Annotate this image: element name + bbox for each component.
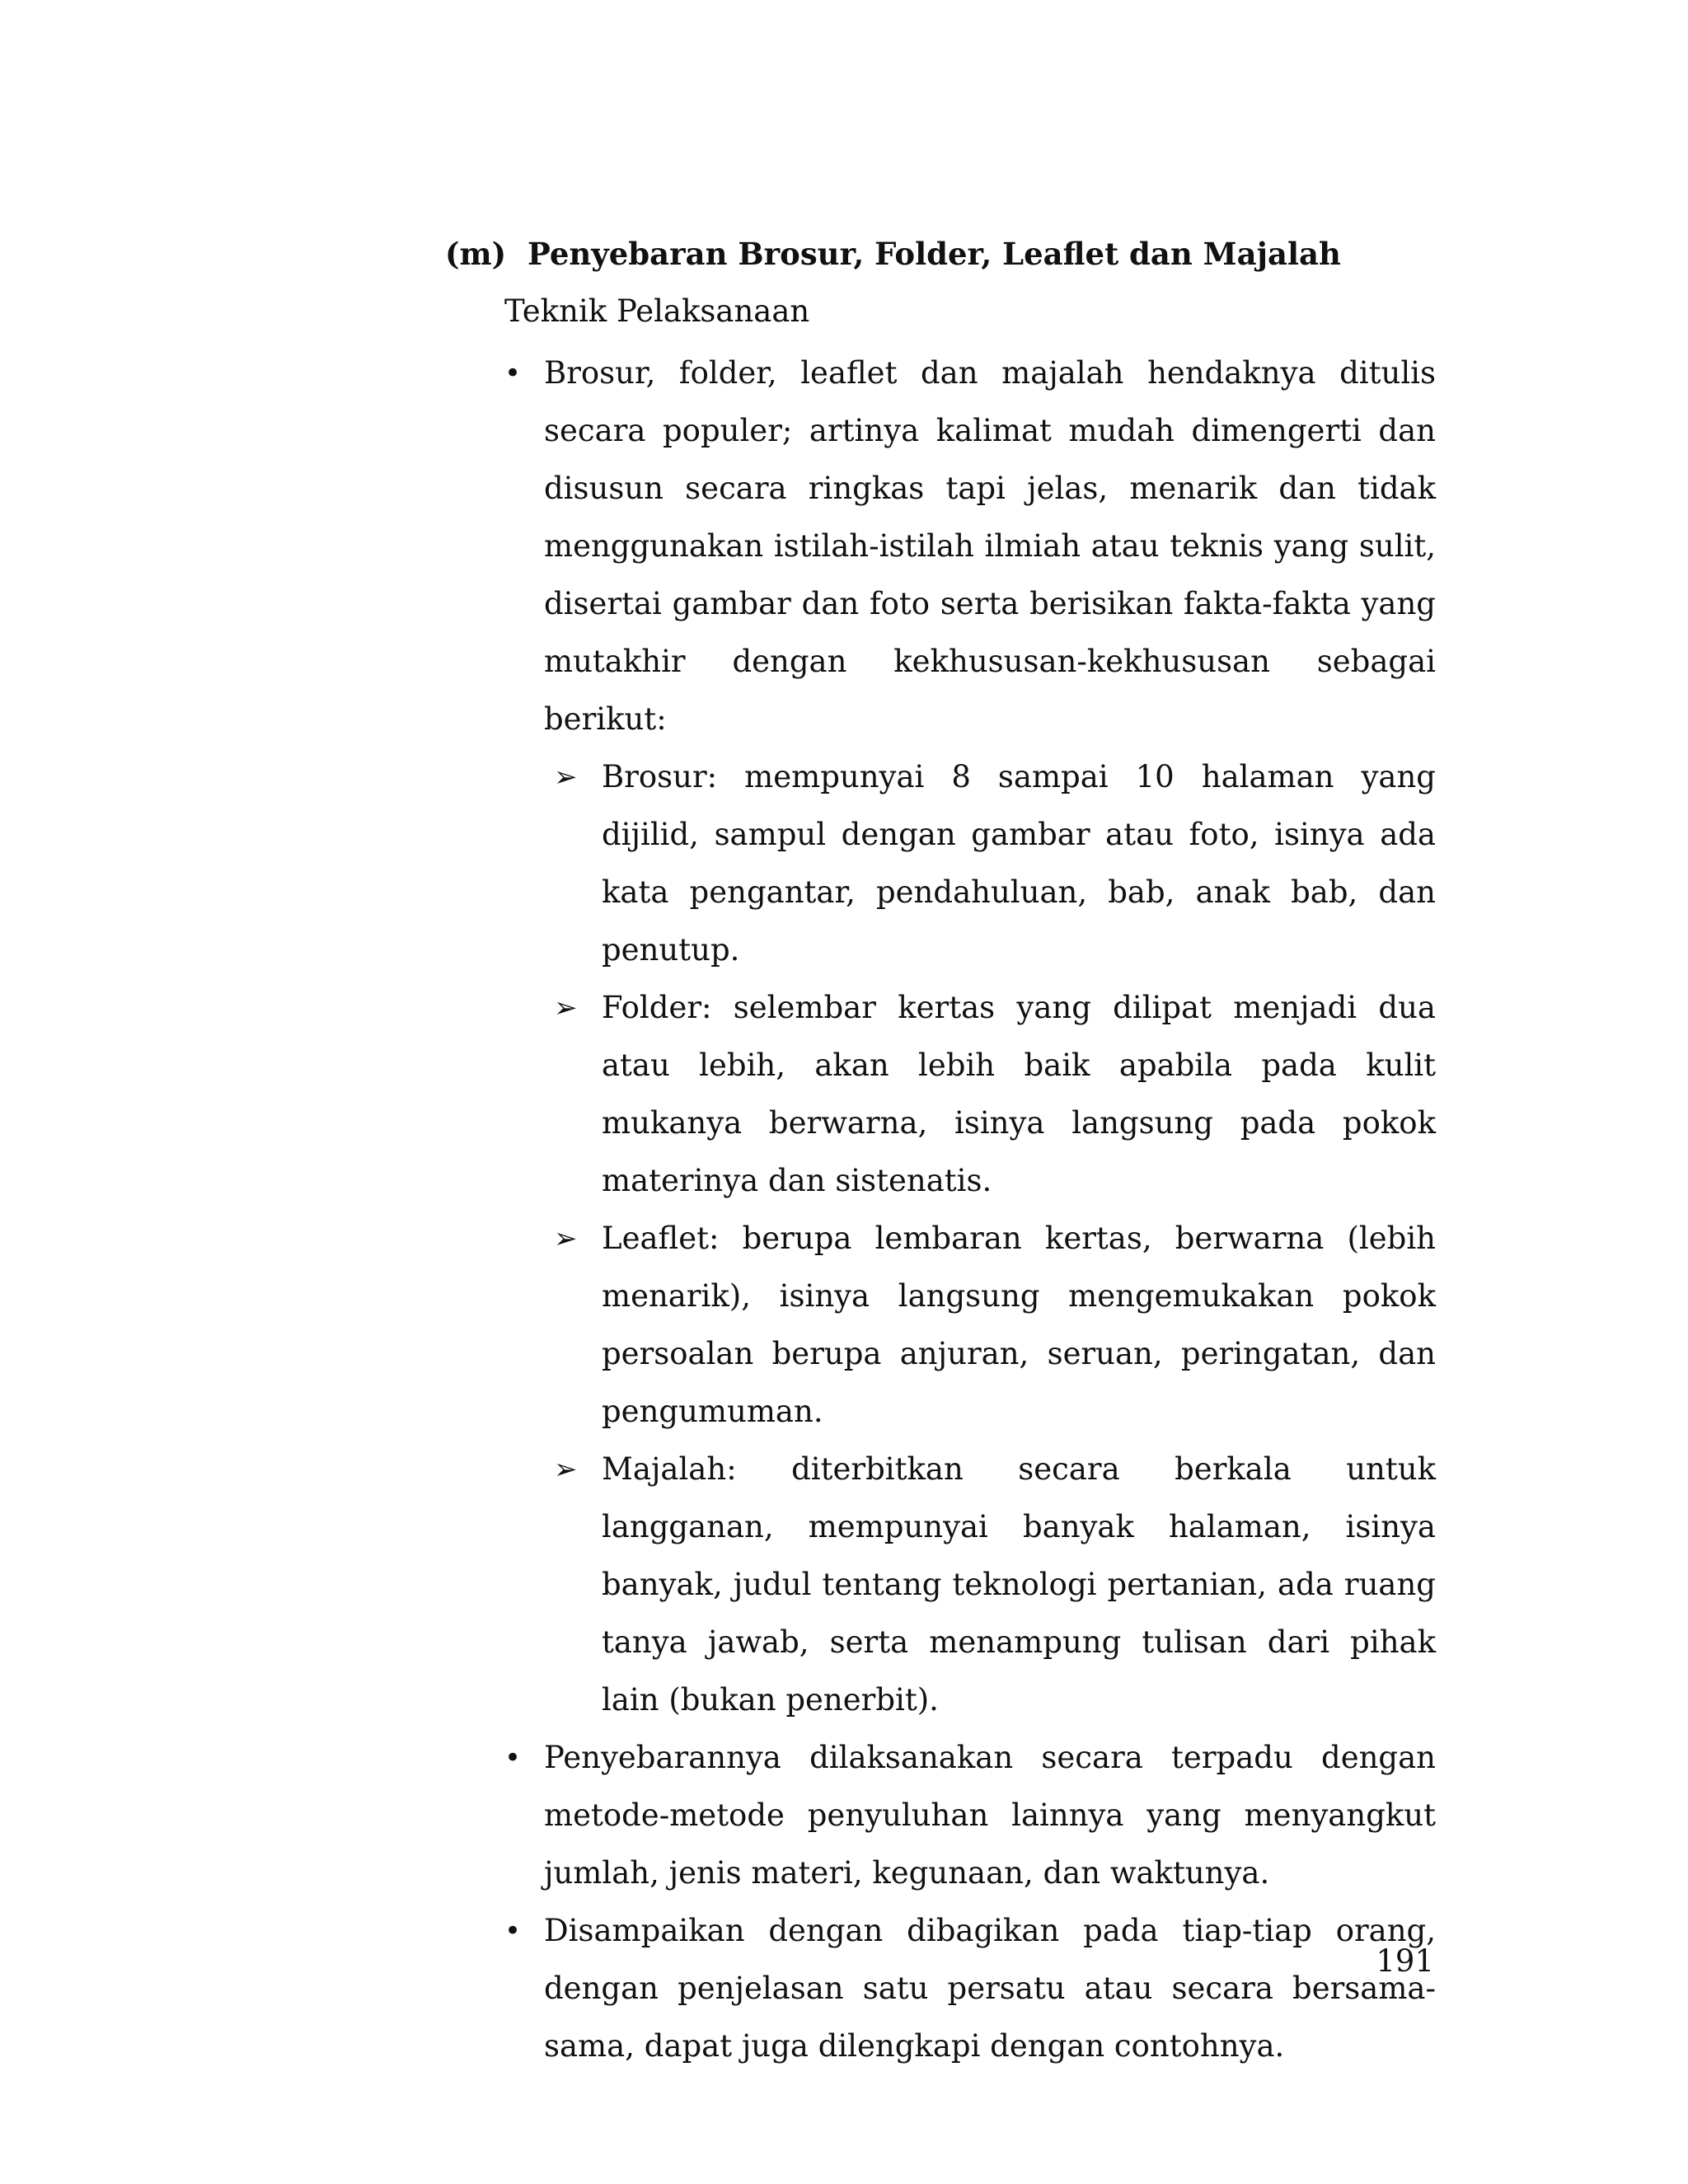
bullet-text: Penyebarannya dilaksanakan secara terpadu dengan metode-metode penyuluhan lainnya yang menyangkut jumlah, jenis materi, kegunaan, dan waktunya. [544, 1740, 1436, 1891]
sub-item-text: Folder: selembar kertas yang dilipat menjadi dua atau lebih, akan lebih baik apabila pada kulit mukanya berwarna, isinya langsung pada pokok materinya dan sistenatis. [602, 990, 1436, 1198]
page-number: 191 [1376, 1943, 1434, 1979]
bullet-item [504, 344, 1436, 748]
bullet-icon: • [504, 357, 522, 390]
sub-item-text: Majalah: diterbitkan secara berkala untuk langganan, mempunyai banyak halaman, isinya banyak, judul tentang teknologi pertanian, ada ruang tanya jawab, serta menampung tulisan dari pihak lain (bukan penerbit). [602, 1451, 1436, 1718]
bullet-icon: • [504, 1915, 522, 1947]
section-number: (m) [445, 236, 507, 272]
body-content [504, 344, 1436, 2075]
arrow-bullet-icon: ➢ [554, 1453, 578, 1486]
bullet-text: Disampaikan dengan dibagikan pada tiap-tiap orang, dengan penjelasan satu persatu atau secara bersama-sama, dapat juga dilengkapi dengan contohnya. [544, 1913, 1436, 2064]
sub-item-text: Brosur: mempunyai 8 sampai 10 halaman yang dijilid, sampul dengan gambar atau foto, isinya ada kata pengantar, pendahuluan, bab, anak bab, dan penutup. [602, 759, 1436, 968]
section-heading [445, 229, 1434, 279]
sub-list-item [504, 748, 1436, 979]
bullet-item [504, 1902, 1436, 2075]
sub-item-text: Leaflet: berupa lembaran kertas, berwarna (lebih menarik), isinya langsung mengemukakan pokok persoalan berupa anjuran, seruan, peringatan, dan pengumuman. [602, 1221, 1436, 1429]
arrow-bullet-icon: ➢ [554, 1222, 578, 1255]
sub-list-item [504, 1441, 1436, 1729]
arrow-bullet-icon: ➢ [554, 761, 578, 794]
bullet-item [504, 1729, 1436, 1902]
bullet-text: Brosur, folder, leaflet dan majalah hendaknya ditulis secara populer; artinya kalimat mudah dimengerti dan disusun secara ringkas tapi jelas, menarik dan tidak menggunakan istilah-istilah ilmiah atau teknis yang sulit, disertai gambar dan foto serta berisikan fakta-fakta yang mutakhir dengan kekhususan-kekhususan sebagai berikut: [544, 355, 1436, 737]
sub-list-item [504, 979, 1436, 1210]
sub-list [504, 748, 1436, 1729]
section-title-text: Penyebaran Brosur, Folder, Leaflet dan Majalah [528, 236, 1341, 272]
subsection-title: Teknik Pelaksanaan [504, 293, 810, 329]
sub-list-item [504, 1210, 1436, 1441]
bullet-icon: • [504, 1741, 522, 1774]
arrow-bullet-icon: ➢ [554, 991, 578, 1024]
